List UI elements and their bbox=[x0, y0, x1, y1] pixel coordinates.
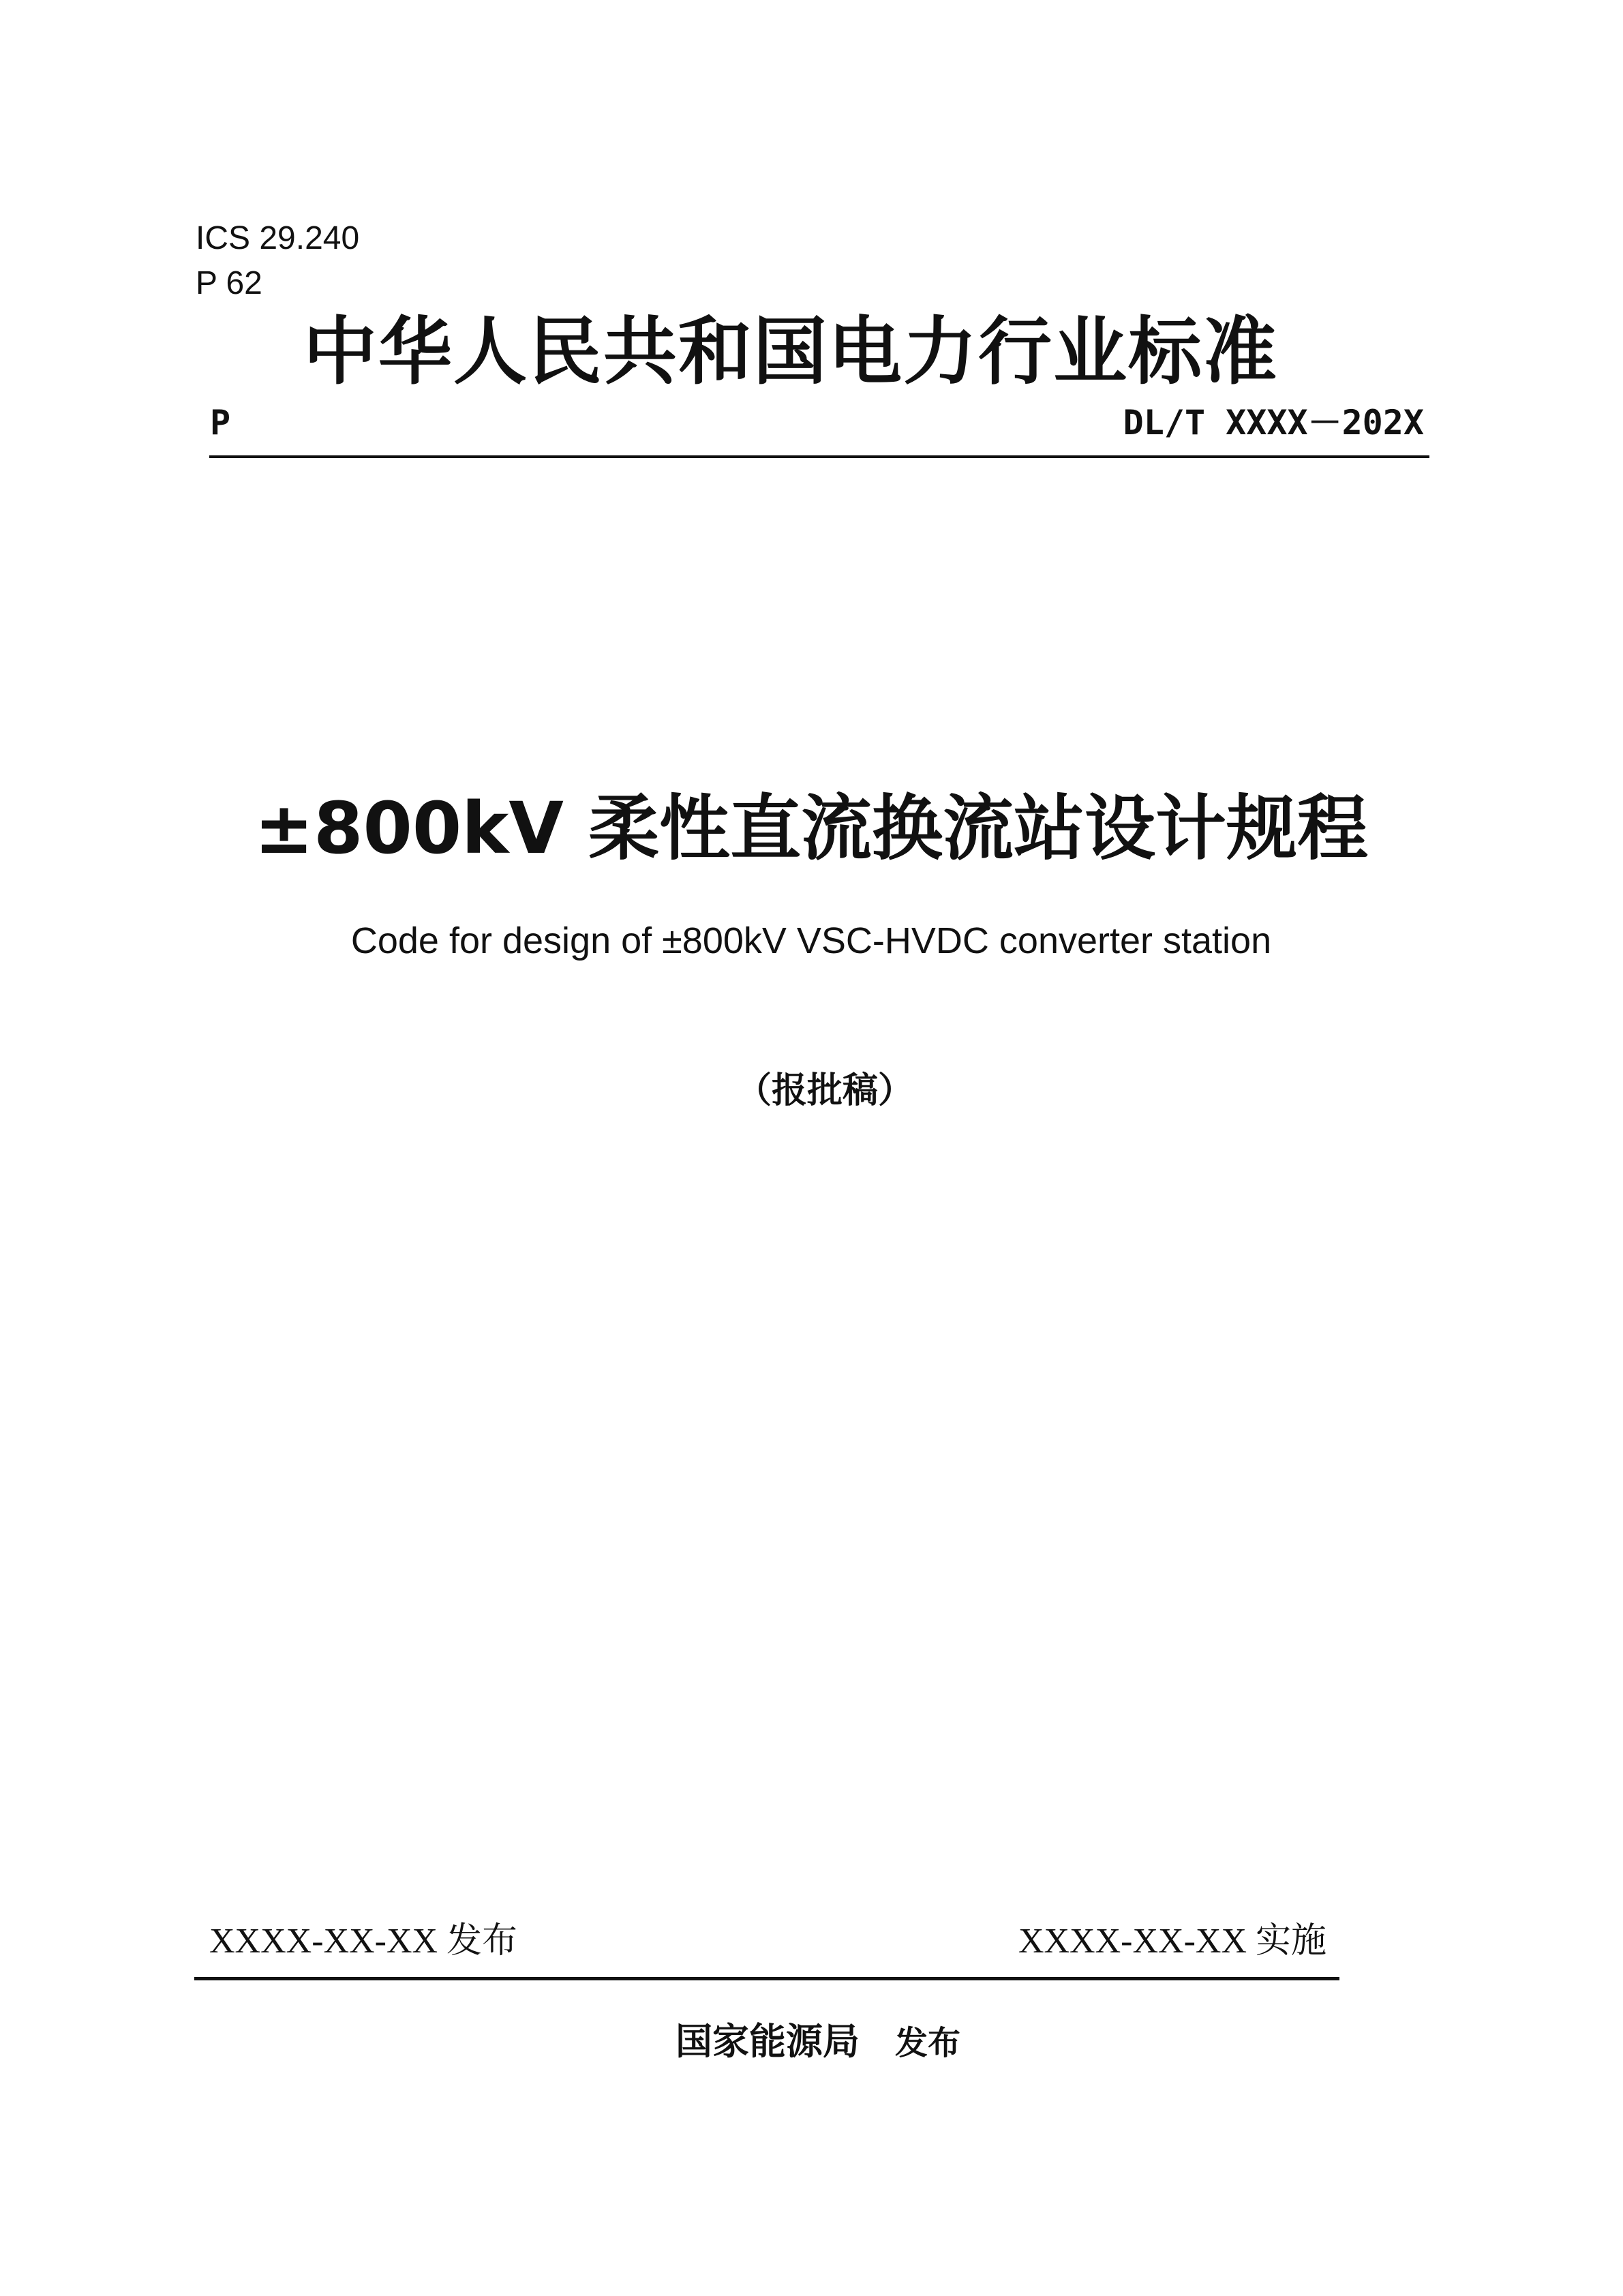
document-title-english: Code for design of ±800kV VSC-HVDC converter station bbox=[350, 920, 1272, 961]
header-divider bbox=[209, 455, 1429, 458]
category-letter: P bbox=[210, 403, 231, 442]
standard-title: 中华人民共和国电力行业标准 bbox=[303, 309, 1278, 395]
ics-code: ICS 29.240 bbox=[196, 220, 360, 256]
publisher-suffix: 发布 bbox=[894, 2024, 960, 2062]
ccs-code: P 62 bbox=[196, 265, 262, 301]
document-title-chinese: ±800kV 柔性直流换流站设计规程 bbox=[254, 787, 1369, 870]
issue-date: XXXX-XX-XX 发布 bbox=[209, 1922, 518, 1961]
publisher-name: 国家能源局 bbox=[675, 2020, 860, 2063]
publisher-line bbox=[477, 2018, 1159, 2074]
draft-status: （报批稿） bbox=[735, 1070, 913, 1111]
implementation-date: XXXX-XX-XX 实施 bbox=[1018, 1922, 1326, 1961]
standard-number: DL/T XXXX－202X bbox=[1123, 403, 1424, 442]
footer-divider bbox=[194, 1977, 1339, 1980]
